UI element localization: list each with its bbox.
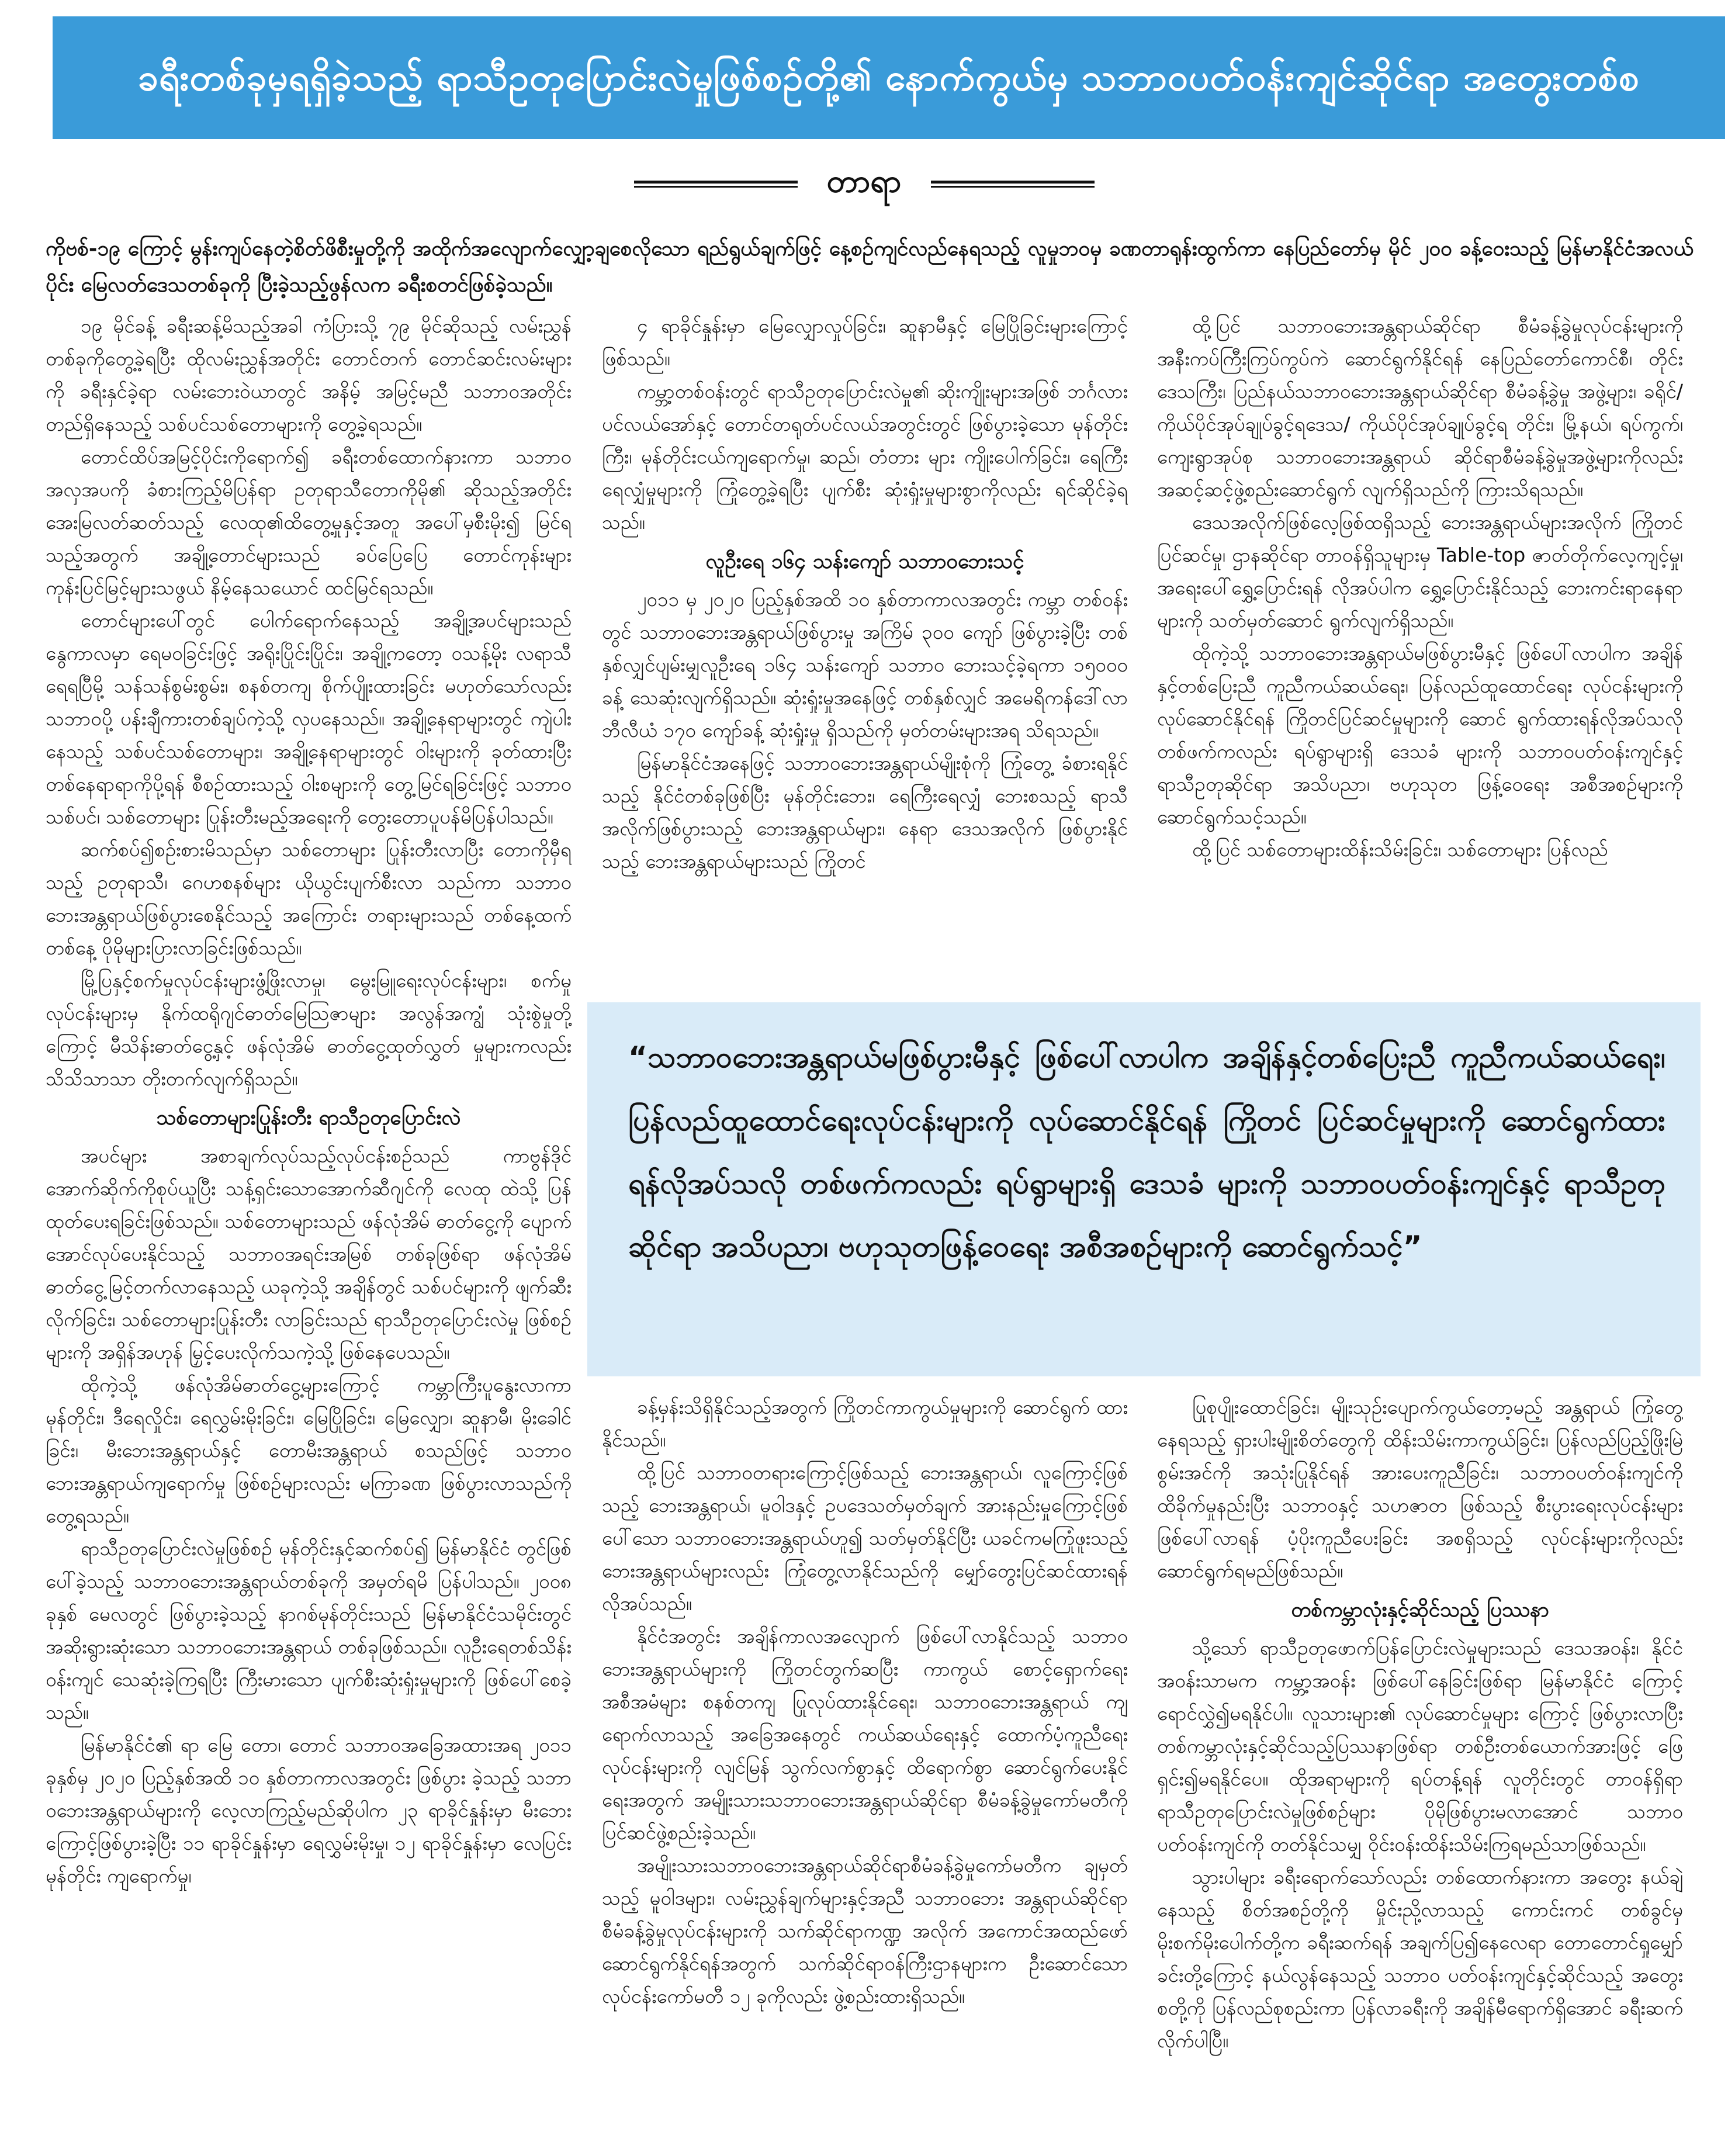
paragraph: ထို့ပြင် သဘာဝတရားကြောင့်ဖြစ်သည့် ဘေးအန္တရာယ်၊ လူကြောင့်ဖြစ်သည့် ဘေးအန္တရာယ်၊ မူဝါဒနှင့် ဥပဒေသတ်မှတ်ချက် အားနည်းမှုကြောင့်ဖြစ်ပေါ်သော သဘာဝဘေးအန္တရာယ်ဟူ၍ သတ်မှတ်နိုင်ပြီး ယခင်ကမကြုံဖူးသည့် ဘေးအန္တရာယ်များလည်း ကြုံတွေ့လာနိုင်သည်ကို မျှော်တွေးပြင်ဆင်ထားရန် လိုအပ်သည်။ <box>602 1461 1128 1615</box>
column-2-bottom <box>602 1391 1128 2133</box>
paragraph: နိုင်ငံအတွင်း အချိန်ကာလအလျောက် ဖြစ်ပေါ်လာနိုင်သည့် သဘာဝဘေးအန္တရာယ်များကို ကြိုတင်တွက်ဆပြီး ကာကွယ် စောင့်ရှောက်ရေးအစီအမံများ စနစ်တကျ ပြုလုပ်ထားနိုင်ရေး၊ သဘာဝဘေးအန္တရာယ် ကျရောက်လာသည့် အခြေအနေတွင် ကယ်ဆယ်ရေးနှင့် ထောက်ပံ့ကူညီရေးလုပ်ငန်းများကို လျင်မြန် သွက်လက်စွာနှင့် ထိရောက်စွာ ဆောင်ရွက်ပေးနိုင်ရေးအတွက် အမျိုးသားသဘာဝဘေးအန္တရာယ်ဆိုင်ရာ စီမံခန့်ခွဲမှုကော်မတီကို ပြင်ဆင်ဖွဲ့စည်းခဲ့သည်။ <box>602 1625 1128 1844</box>
title-banner <box>53 16 1725 139</box>
subheading: လူဦးရေ ၁၆၄ သန်းကျော် သဘာဝဘေးသင့် <box>705 550 1024 573</box>
pull-quote-text: “သဘာဝဘေးအန္တရာယ်မဖြစ်ပွားမီနှင့် ဖြစ်ပေါ်လာပါက အချိန်နှင့်တစ်ပြေးညီ ကူညီကယ်ဆယ်ရေး၊ ပြန်လည်ထူထောင်ရေးလုပ်ငန်းများကို လုပ်ဆောင်နိုင်ရန် ကြိုတင် ပြင်ဆင်မှုများကို ဆောင်ရွက်ထားရန်လိုအပ်သလို တစ်ဖက်ကလည်း ရပ်ရွာများရှိ ဒေသခံ များကို သဘာဝပတ်ဝန်းကျင်နှင့် ရာသီဥတုဆိုင်ရာ အသိပညာ၊ ဗဟုသုတဖြန့်ဝေရေး အစီအစဉ်များကို ဆောင်ရွက်သင့်” <box>628 1040 1665 1264</box>
paragraph: ထို့ပြင် သဘာဝဘေးအန္တရာယ်ဆိုင်ရာ စီမံခန့်ခွဲမှုလုပ်ငန်းများကို အနီးကပ်ကြီးကြပ်ကွပ်ကဲ ဆောင်ရွက်နိုင်ရန် နေပြည်တော်ကောင်စီ၊ တိုင်းဒေသကြီး၊ ပြည်နယ်သဘာဝဘေးအန္တရာယ်ဆိုင်ရာ စီမံခန့်ခွဲမှု အဖွဲ့များ၊ ခရိုင်/ကိုယ်ပိုင်အုပ်ချုပ်ခွင့်ရဒေသ/ ကိုယ်ပိုင်အုပ်ချုပ်ခွင့်ရ တိုင်း၊ မြို့နယ်၊ ရပ်ကွက်၊ ကျေးရွာအုပ်စု သဘာဝဘေးအန္တရာယ် ဆိုင်ရာစီမံခန့်ခွဲမှုအဖွဲ့များကိုလည်း အဆင့်ဆင့်ဖွဲ့စည်းဆောင်ရွက် လျက်ရှိသည်ကို ကြားသိရသည်။ <box>1157 314 1683 501</box>
paragraph: ဆက်စပ်၍စဉ်းစားမိသည်မှာ သစ်တောများ ပြုန်းတီးလာပြီး တောကိုမှီရသည့် ဥတုရာသီ၊ ဂေဟစနစ်များ ယိုယွင်းပျက်စီးလာ သည်ကာ သဘာဝဘေးအန္တရာယ်ဖြစ်ပွားစေနိုင်သည့် အကြောင်း တရားများသည် တစ်နေ့ထက်တစ်နေ့ ပိုမိုများပြားလာခြင်းဖြစ်သည်။ <box>46 838 572 959</box>
subheading: သစ်တောများပြုန်းတီး ရာသီဥတုပြောင်းလဲ <box>156 1106 461 1130</box>
pull-quote <box>587 1002 1701 1376</box>
byline <box>0 158 1728 210</box>
author-name: တာရာ <box>826 162 902 199</box>
paragraph: ထိုကဲ့သို့ သဘာဝဘေးအန္တရာယ်မဖြစ်ပွားမီနှင့် ဖြစ်ပေါ်လာပါက အချိန်နှင့်တစ်ပြေးညီ ကူညီကယ်ဆယ်ရေး၊ ပြန်လည်ထူထောင်ရေး လုပ်ငန်းများကို လုပ်ဆောင်နိုင်ရန် ကြိုတင်ပြင်ဆင်မှုများကို ဆောင် ရွက်ထားရန်လိုအပ်သလို တစ်ဖက်ကလည်း ရပ်ရွာများရှိ ဒေသခံ များကို သဘာဝပတ်ဝန်းကျင်နှင့် ရာသီဥတုဆိုင်ရာ အသိပညာ၊ ဗဟုသုတ ဖြန့်ဝေရေး အစီအစဉ်များကို ဆောင်ရွက်သင့်သည်။ <box>1157 642 1683 828</box>
paragraph: ဒေသအလိုက်ဖြစ်လေ့ဖြစ်ထရှိသည့် ဘေးအန္တရာယ်များအလိုက် ကြိုတင်ပြင်ဆင်မှု၊ ဌာနဆိုင်ရာ တာဝန်ရှိသူများမှ Table-top ဇာတ်တိုက်လေ့ကျင့်မှု၊ အရေးပေါ်ရွှေ့ပြောင်းရန် လိုအပ်ပါက ရွှေ့ပြောင်းနိုင်သည့် ဘေးကင်းရာနေရာများကို သတ်မှတ်ဆောင် ရွက်လျက်ရှိသည်။ <box>1157 511 1683 632</box>
paragraph: ၂၀၁၁ မှ ၂၀၂၀ ပြည့်နှစ်အထိ ၁၀ နှစ်တာကာလအတွင်း ကမ္ဘာ တစ်ဝန်းတွင် သဘာဝဘေးအန္တရာယ်ဖြစ်ပွားမှု အကြိမ် ၃၀၀ ကျော် ဖြစ်ပွားခဲ့ပြီး တစ်နှစ်လျှင်ပျမ်းမျှလူဦးရေ ၁၆၄ သန်းကျော် သဘာဝ ဘေးသင့်ခဲ့ရကာ ၁၅၀၀၀ ခန့် သေဆုံးလျက်ရှိသည်။ ဆုံးရှုံးမှုအနေဖြင့် တစ်နှစ်လျှင် အမေရိကန်ဒေါ်လာ ဘီလီယံ ၁၇၀ ကျော်ခန့် ဆုံးရှုံးမှု ရှိသည်ကို မှတ်တမ်းများအရ သိရသည်။ <box>602 588 1128 742</box>
paragraph: ရာသီဥတုပြောင်းလဲမှုဖြစ်စဉ် မုန်တိုင်းနှင့်ဆက်စပ်၍ မြန်မာနိုင်ငံ တွင်ဖြစ်ပေါ်ခဲ့သည့် သဘာဝဘေးအန္တရာယ်တစ်ခုကို အမှတ်ရမိ ပြန်ပါသည်။ ၂၀၀၈ ခုနှစ် မေလတွင် ဖြစ်ပွားခဲ့သည့် နာဂစ်မုန်တိုင်းသည် မြန်မာနိုင်ငံသမိုင်းတွင် အဆိုးရွားဆုံးသော သဘာဝဘေးအန္တရာယ် တစ်ခုဖြစ်သည်။ လူဦးရေတစ်သိန်းဝန်းကျင် သေဆုံးခဲ့ကြရပြီး ကြီးမားသော ပျက်စီးဆုံးရှုံးမှုများကို ဖြစ်ပေါ်စေခဲ့သည်။ <box>46 1537 572 1724</box>
paragraph: မြို့ပြနှင့်စက်မှုလုပ်ငန်းများဖွံ့ဖြိုးလာမှု၊ မွေးမြူရေးလုပ်ငန်းများ၊ စက်မှုလုပ်ငန်းများမှ နိုက်ထရိုဂျင်ဓာတ်မြေဩဇာများ အလွန်အကျွံ သုံးစွဲမှုတို့ကြောင့် မီသိန်းဓာတ်ငွေ့နှင့် ဖန်လုံအိမ် ဓာတ်ငွေ့ထုတ်လွှတ် မှုများကလည်း သိသိသာသာ တိုးတက်လျက်ရှိသည်။ <box>46 969 572 1090</box>
column-2-top <box>602 310 1128 982</box>
paragraph: သွားပါများ ခရီးရောက်သော်လည်း တစ်ထောက်နားကာ အတွေး နယ်ချဲ့နေသည့် စိတ်အစဉ်တို့ကို မှိုင်းညို့လာသည့် ကောင်းကင် တစ်ခွင်မှ မိုးစက်မိုးပေါက်တို့က ခရီးဆက်ရန် အချက်ပြ၍နေလေရာ တောတောင်ရှုမျှော်ခင်းတို့ကြောင့် နယ်လွန်နေသည့် သဘာဝ ပတ်ဝန်းကျင်နှင့်ဆိုင်သည့် အတွေးစတို့ကို ပြန်လည်စုစည်းကာ ပြန်လာခရီးကို အချိန်မီရောက်ရှိအောင် ခရီးဆက်လိုက်ပါပြီ။ <box>1157 1866 1683 2052</box>
paragraph: တောင်များပေါ်တွင် ပေါက်ရောက်နေသည့် အချို့အပင်များသည် နွေကာလမှာ ရေမဝခြင်းဖြင့် အရိုးပြိုင်းပြိုင်း၊ အချို့ကတော့ ဝသန့်မိုး လရာသီ ရေရပြီမို့ သန်သန်စွမ်းစွမ်း၊ စနစ်တကျ စိုက်ပျိုးထားခြင်း မဟုတ်သော်လည်း သဘာဝပို့ ပန်းချီကားတစ်ချပ်ကဲ့သို့ လှပနေသည်။ အချို့နေရာများတွင် ကျဲပါးနေသည့် သစ်ပင်သစ်တောများ၊ အချို့နေရာများတွင် ဝါးများကို ခုတ်ထားပြီး တစ်နေရာရာကိုပို့ရန် စီစဉ်ထားသည့် ဝါးစများကို တွေ့မြင်ရခြင်းဖြင့် သဘာဝသစ်ပင်၊ သစ်တောများ ပြုန်းတီးမည့်အရေးကို တွေးတောပူပန်မိပြန်ပါသည်။ <box>46 609 572 828</box>
paragraph: ခန့်မှန်းသိရှိနိုင်သည့်အတွက် ကြိုတင်ကာကွယ်မှုများကို ဆောင်ရွက် ထားနိုင်သည်။ <box>602 1396 1128 1451</box>
paragraph: မြန်မာနိုင်ငံ၏ ရာ မြေ တော၊ တောင် သဘာဝအခြေအထားအရ ၂၀၁၁ ခုနှစ်မှ ၂၀၂၀ ပြည့်နှစ်အထိ ၁၀ နှစ်တာကာလအတွင်း ဖြစ်ပွား ခဲ့သည့် သဘာဝဘေးအန္တရာယ်များကို လေ့လာကြည့်မည်ဆိုပါက ၂၃ ရာခိုင်နှုန်းမှာ မီးဘေးကြောင့်ဖြစ်ပွားခဲ့ပြီး ၁၁ ရာခိုင်နှုန်းမှာ ရေလွှမ်းမိုးမှု၊ ၁၂ ရာခိုင်နှုန်းမှာ လေပြင်းမုန်တိုင်း ကျရောက်မှု၊ <box>46 1733 572 1887</box>
paragraph: အမျိုးသားသဘာဝဘေးအန္တရာယ်ဆိုင်ရာစီမံခန့်ခွဲမှုကော်မတီက ချမှတ်သည့် မူဝါဒများ၊ လမ်းညွှန်ချက်များနှင့်အညီ သဘာဝဘေး အန္တရာယ်ဆိုင်ရာ စီမံခန့်ခွဲမှုလုပ်ငန်းများကို သက်ဆိုင်ရာကဏ္ဍ အလိုက် အကောင်အထည်ဖော် ဆောင်ရွက်နိုင်ရန်အတွက် သက်ဆိုင်ရာဝန်ကြီးဌာနများက ဦးဆောင်သော လုပ်ငန်းကော်မတီ ၁၂ ခုကိုလည်း ဖွဲ့စည်းထားရှိသည်။ <box>602 1854 1128 2008</box>
paragraph: အပင်များ အစာချက်လုပ်သည့်လုပ်ငန်းစဉ်သည် ကာဗွန်ဒိုင် အောက်ဆိုက်ကိုစုပ်ယူပြီး သန့်ရှင်းသောအောက်ဆီဂျင်ကို လေထု ထဲသို့ ပြန်ထုတ်ပေးရခြင်းဖြစ်သည်။ သစ်တောများသည် ဖန်လုံအိမ် ဓာတ်ငွေ့ကို ပျောက်အောင်လုပ်ပေးနိုင်သည့် သဘာဝအရင်းအမြစ် တစ်ခုဖြစ်ရာ ဖန်လုံအိမ်ဓာတ်ငွေ့မြင့်တက်လာနေသည့် ယခုကဲ့သို့ အချိန်တွင် သစ်ပင်များကို ဖျက်ဆီးလိုက်ခြင်း၊ သစ်တောများပြုန်းတီး လာခြင်းသည် ရာသီဥတုပြောင်းလဲမှု ဖြစ်စဉ်များကို အရှိန်အဟုန် မြှင့်ပေးလိုက်သကဲ့သို့ ဖြစ်နေပေသည်။ <box>46 1144 572 1363</box>
byline-rule-right <box>931 181 1095 188</box>
column-1 <box>46 310 572 2133</box>
lead-paragraph: ကိုဗစ်-၁၉ ကြောင့် မွန်းကျပ်နေတဲ့စိတ်ဖိစီးမှုတို့ကို အထိုက်အလျောက်လျှော့ချစေလိုသော ရည်ရွယ်ချက်ဖြင့် နေ့စဉ်ကျင်လည်နေရသည့် လူမှုဘဝမှ ခဏတာရုန်းထွက်ကာ နေပြည်တော်မှ မိုင် ၂၀၀ ခန့်ဝေးသည့် မြန်မာနိုင်ငံအလယ်ပိုင်း မြေလတ်ဒေသတစ်ခုကို ပြီးခဲ့သည့်ဖွန်လက ခရီးစတင်ဖြစ်ခဲ့သည်။ <box>46 237 1694 297</box>
paragraph: ပြုစုပျိုးထောင်ခြင်း၊ မျိုးသုဉ်းပျောက်ကွယ်တော့မည့် အန္တရာယ် ကြုံတွေ့နေရသည့် ရှားပါးမျိုးစိတ်တွေကို ထိန်းသိမ်းကာကွယ်ခြင်း၊ ပြန်လည်ပြည့်ဖြိုးမြဲစွမ်းအင်ကို အသုံးပြုနိုင်ရန် အားပေးကူညီခြင်း၊ သဘာဝပတ်ဝန်းကျင်ကို ထိခိုက်မှုနည်းပြီး သဘာဝနှင့် သဟဇာတ ဖြစ်သည့် စီးပွားရေးလုပ်ငန်းများ ဖြစ်ပေါ်လာရန် ပံ့ပိုးကူညီပေးခြင်း အစရှိသည့် လုပ်ငန်းများကိုလည်း ဆောင်ရွက်ရမည်ဖြစ်သည်။ <box>1157 1396 1683 1582</box>
byline-rule-left <box>634 181 798 188</box>
column-3-top <box>1157 310 1683 982</box>
paragraph: မြန်မာနိုင်ငံအနေဖြင့် သဘာဝဘေးအန္တရာယ်မျိုးစုံကို ကြုံတွေ့ ခံစားရနိုင်သည့် နိုင်ငံတစ်ခုဖြစ်ပြီး မုန်တိုင်းဘေး၊ ရေကြီးရေလျှံ ဘေးစသည့် ရာသီအလိုက်ဖြစ်ပွားသည့် ဘေးအန္တရာယ်များ၊ နေရာ ဒေသအလိုက် ဖြစ်ပွားနိုင်သည့် ဘေးအန္တရာယ်များသည် ကြိုတင် <box>602 752 1128 873</box>
column-3-bottom <box>1157 1391 1683 2133</box>
article-title: ခရီးတစ်ခုမှရရှိခဲ့သည့် ရာသီဥတုပြောင်းလဲမှုဖြစ်စဉ်တို့၏ နောက်ကွယ်မှ သဘာဝပတ်ဝန်းကျင်ဆိုင်ရာ အတွေးတစ်စ <box>138 56 1640 99</box>
paragraph: သို့သော် ရာသီဥတုဖောက်ပြန်ပြောင်းလဲမှုများသည် ဒေသအဝန်း၊ နိုင်ငံအဝန်းသာမက ကမ္ဘာ့အဝန်း ဖြစ်ပေါ်နေခြင်းဖြစ်ရာ မြန်မာနိုင်ငံ ကြောင့် ရောင်လွှဲ၍မရနိုင်ပါ။ လူသားများ၏ လုပ်ဆောင်မှုများ ကြောင့် ဖြစ်ပွားလာပြီး တစ်ကမ္ဘာလုံးနှင့်ဆိုင်သည့်ပြဿနာဖြစ်ရာ တစ်ဦးတစ်ယောက်အားဖြင့် ဖြေရှင်း၍မရနိုင်ပေ။ ထိုအရာများကို ရပ်တန့်ရန် လူတိုင်းတွင် တာဝန်ရှိရာ ရာသီဥတုပြောင်းလဲမှုဖြစ်စဉ်များ ပိုမိုဖြစ်ပွားမလာအောင် သဘာဝပတ်ဝန်းကျင်ကို တတ်နိုင်သမျှ ဝိုင်းဝန်းထိန်းသိမ်းကြရမည်သာဖြစ်သည်။ <box>1157 1636 1683 1856</box>
paragraph: ၄ ရာခိုင်နှုန်းမှာ မြေလျှောလှုပ်ခြင်း၊ ဆူနာမီနှင့် မြေပြိုခြင်းများကြောင့် ဖြစ်သည်။ <box>602 314 1128 370</box>
subheading: တစ်ကမ္ဘာလုံးနှင့်ဆိုင်သည့် ပြဿနာ <box>1291 1598 1549 1622</box>
paragraph: ထိုကဲ့သို့ ဖန်လုံအိမ်ဓာတ်ငွေ့များကြောင့် ကမ္ဘာကြီးပူနွေးလာကာ မုန်တိုင်း၊ ဒီရေလှိုင်း၊ ရေလွှမ်းမိုးခြင်း၊ မြေပြိုခြင်း၊ မြေလျှော၊ ဆူနာမီ၊ မိုးခေါင်ခြင်း၊ မီးဘေးအန္တရာယ်နှင့် တောမီးအန္တရာယ် စသည်ဖြင့် သဘာဝဘေးအန္တရာယ်ကျရောက်မှု ဖြစ်စဉ်များလည်း မကြာခဏ ဖြစ်ပွားလာသည်ကို တွေ့ရသည်။ <box>46 1373 572 1527</box>
paragraph: ၁၉ မိုင်ခန့် ခရီးဆန့်မိသည့်အခါ ကံပြားသို့ ၇၉ မိုင်ဆိုသည့် လမ်းညွှန်တစ်ခုကိုတွေ့ခဲ့ရပြီး ထိုလမ်းညွှန်အတိုင်း တောင်တက် တောင်ဆင်းလမ်းများကို ခရီးနှင်ခဲ့ရာ လမ်းဘေးဝဲယာတွင် အနိမ့် အမြင့်မညီ သဘာဝအတိုင်းတည်ရှိနေသည့် သစ်ပင်သစ်တောများကို တွေ့ခဲ့ရသည်။ <box>46 314 572 435</box>
paragraph: ကမ္ဘာ့တစ်ဝန်းတွင် ရာသီဥတုပြောင်းလဲမှု၏ ဆိုးကျိုးများအဖြစ် ဘင်္ဂလားပင်လယ်အော်နှင့် တောင်တရုတ်ပင်လယ်အတွင်းတွင် ဖြစ်ပွားခဲ့သော မုန်တိုင်းကြီး၊ မုန်တိုင်းငယ်ကျရောက်မှု၊ ဆည်၊ တံတား များ ကျိုးပေါက်ခြင်း၊ ရေကြီးရေလျှံမှုများကို ကြုံတွေ့ခဲ့ရပြီး ပျက်စီး ဆုံးရှုံးမှုများစွာကိုလည်း ရင်ဆိုင်ခဲ့ရသည်။ <box>602 380 1128 534</box>
paragraph: ထို့ပြင် သစ်တောများထိန်းသိမ်းခြင်း၊ သစ်တောများ ပြန်လည် <box>1192 838 1608 861</box>
paragraph: တောင်ထိပ်အမြင့်ပိုင်းကိုရောက်၍ ခရီးတစ်ထောက်နားကာ သဘာဝအလှအပကို ခံစားကြည့်မိပြန်ရာ ဥတုရာသီတောကိုမို၏ ဆိုသည့်အတိုင်း အေးမြလတ်ဆတ်သည့် လေထု၏ထိတွေ့မှုနှင့်အတူ အပေါ်မှစီးမိုး၍ မြင်ရသည့်အတွက် အချို့တောင်များသည် ခပ်ပြေပြေ တောင်ကုန်းများ ကုန်းပြင်မြင့်များသဖွယ် နိမ့်နေသယောင် ထင်မြင်ရသည်။ <box>46 445 572 599</box>
